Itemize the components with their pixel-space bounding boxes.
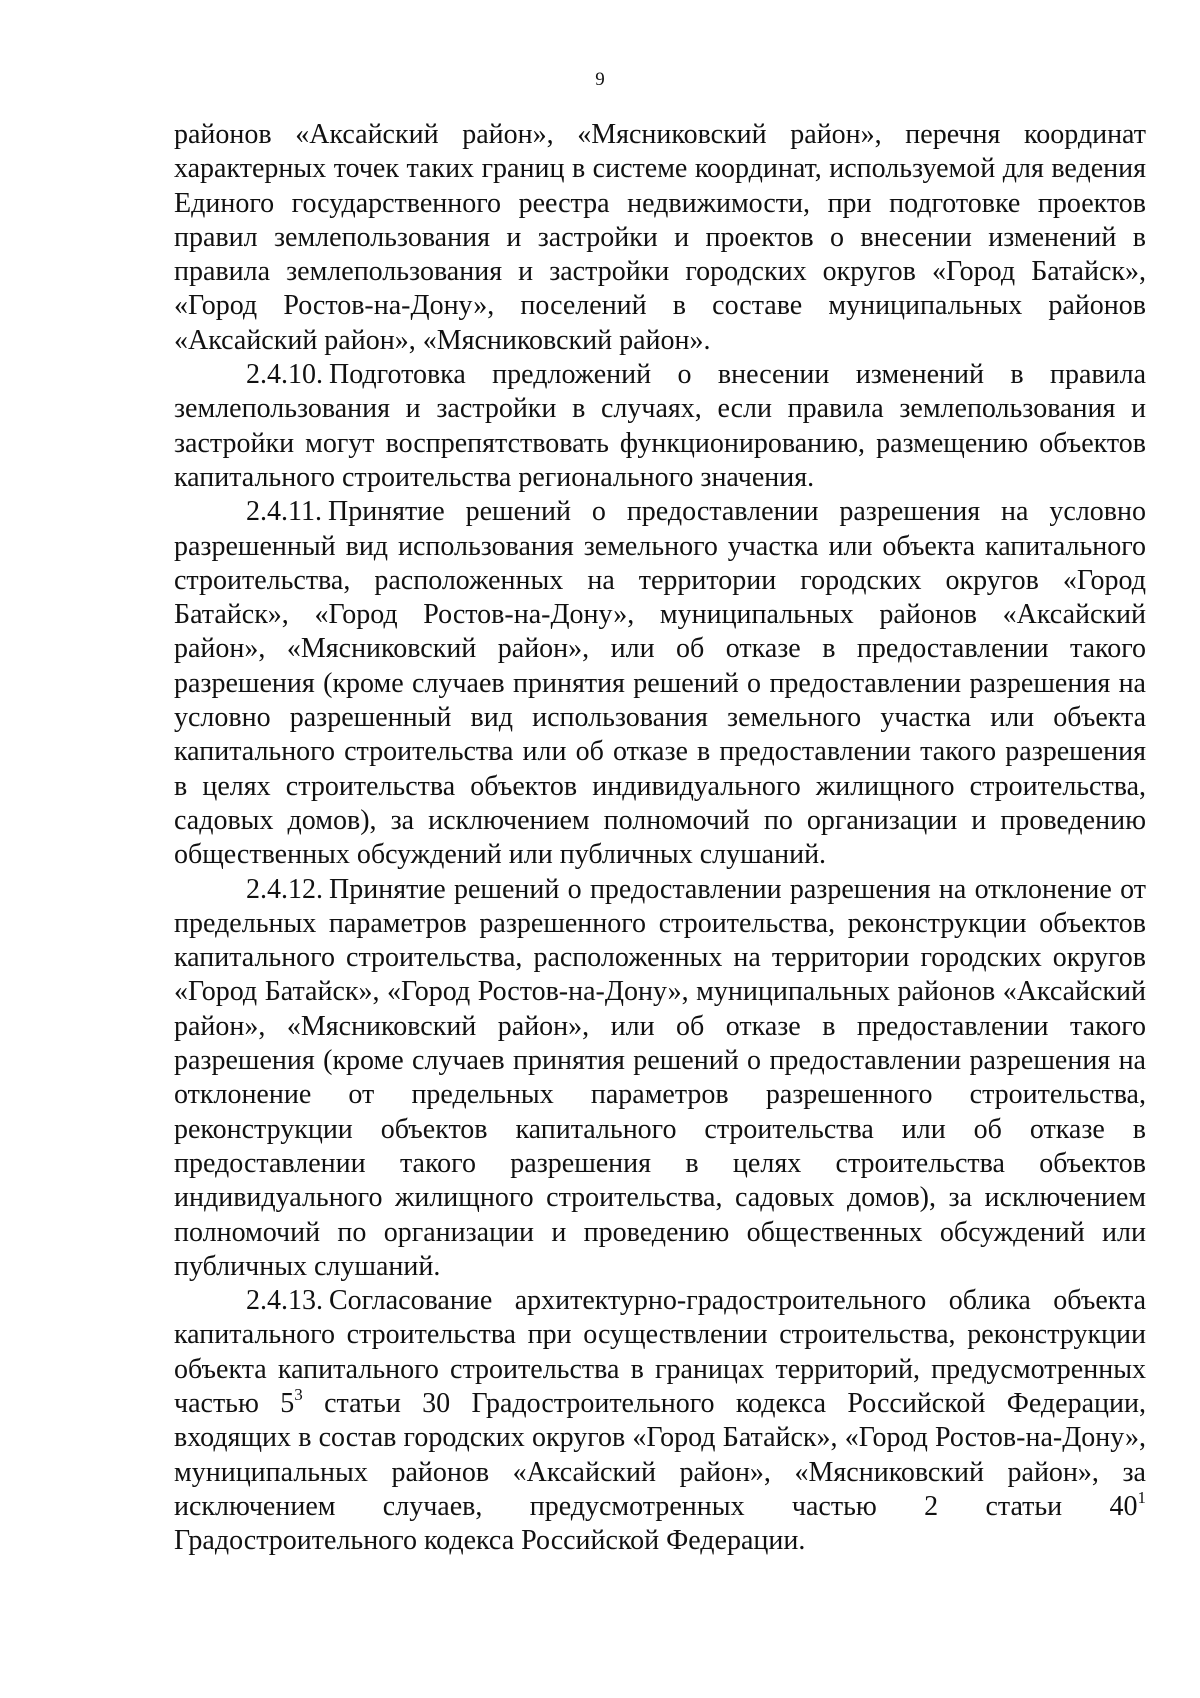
clause-number: 2.4.12. [246,873,323,905]
clause-number: 2.4.10. [246,359,323,391]
clause-text-part: Градостроительного кодекса Российской Федерации. [174,1525,806,1557]
clause-text-part: статьи 30 Градостроительного кодекса Российской Федерации, входящих в состав городских округов «Город Батайск», «Город Ростов-на-Дону», муниципальных районов «Аксайский район», «Мясниковский район», за исключением случаев, предусмотренных частью 2 статьи 40 [174,1387,1146,1522]
clause-2-4-12 [174,873,1146,1285]
page-number: 9 [595,69,605,90]
clause-text: Подготовка предложений о внесении изменений в правила землепользования и застройки в случаях, если правила землепользования и застройки могут воспрепятствовать функционированию, размещению объектов капитального строительства регионального значения. [174,359,1146,493]
clause-text: Принятие решений о предоставлении разрешения на условно разрешенный вид использования земельного участка или объекта капитального строительства, расположенных на территории городских округов «Город Батайск», «Город Ростов-на-Дону», муниципальных районов «Аксайский район», «Мясниковский район», или об отказе в предоставлении такого разрешения (кроме случаев принятия решений о предоставлении разрешения на условно разрешенный вид использования земельного участка или объекта капитального строительства или об отказе в предоставлении такого разрешения в целях строительства объектов индивидуального жилищного строительства, садовых домов), за исключением полномочий по организации и проведению общественных обсуждений или публичных слушаний. [174,496,1146,871]
clause-2-4-13 [174,1284,1146,1558]
superscript: 1 [1137,1487,1146,1507]
clause-text: Принятие решений о предоставлении разрешения на отклонение от предельных параметров разрешенного строительства, реконструкции объектов капитального строительства, расположенных на территории городских округов «Город Батайск», «Город Ростов-на-Дону», муниципальных районов «Аксайский район», «Мясниковский район», или об отказе в предоставлении такого разрешения (кроме случаев принятия решений о предоставлении разрешения на отклонение от предельных параметров разрешенного строительства, реконструкции объектов капитального строительства или об отказе в предоставлении такого разрешения в целях строительства объектов индивидуального жилищного строительства, садовых домов), за исключением полномочий по организации и проведению общественных обсуждений или публичных слушаний. [174,873,1146,1282]
clause-2-4-10 [174,358,1146,495]
clause-text-part: Согласование архитектурно-градостроительного облика объекта капитального строительства при осуществлении строительства, реконструкции объекта капитального строительства в границах территорий, предусмотренных частью 5 [174,1285,1146,1419]
superscript: 3 [294,1384,303,1404]
clause-2-4-11 [174,495,1146,872]
paragraph-continuation: районов «Аксайский район», «Мясниковский район», перечня координат характерных точек таких границ в системе координат, используемой для ведения Единого государственного реестра недвижимости, при подготовке проектов правил землепользования и застройки и проектов о внесении изменений в правила землепользования и застройки городских округов «Город Батайск», «Город Ростов-на-Дону», поселений в составе муниципальных районов «Аксайский район», «Мясниковский район». [174,119,1146,356]
clause-number: 2.4.13. [246,1285,323,1317]
clause-number: 2.4.11. [246,496,322,528]
document-body [174,118,1146,1558]
